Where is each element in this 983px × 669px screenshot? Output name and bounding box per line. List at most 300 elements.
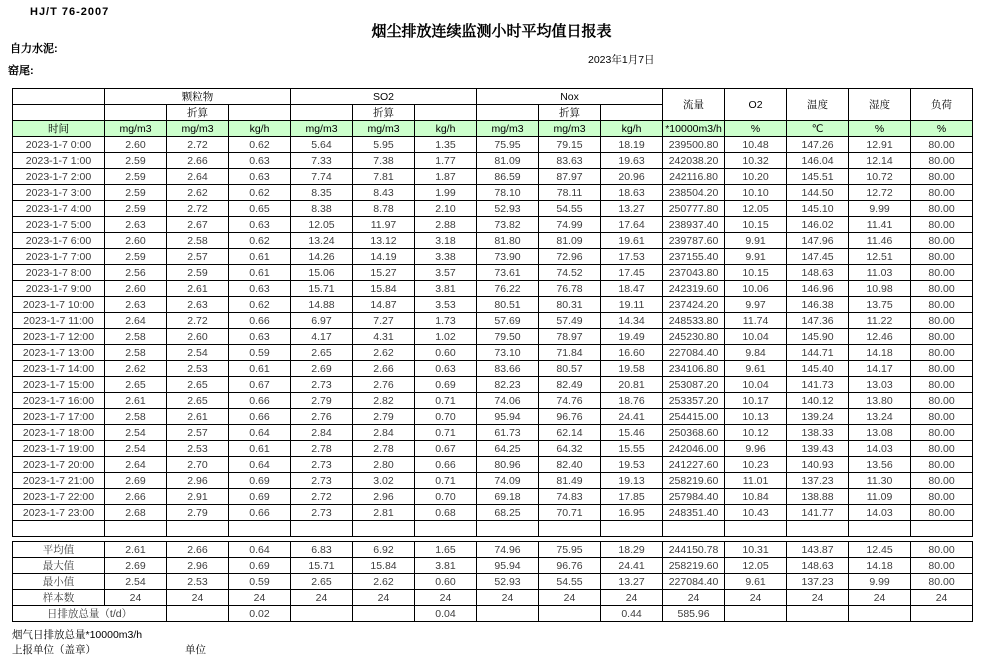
cell: 10.98: [849, 281, 911, 297]
header-unit: *10000m3/h: [663, 121, 725, 137]
cell: 10.04: [725, 329, 787, 345]
cell: 9.96: [725, 441, 787, 457]
cell: 19.61: [601, 233, 663, 249]
cell: 2.61: [105, 393, 167, 409]
header-temperature: 温度: [787, 89, 849, 121]
cell: 2.82: [353, 393, 415, 409]
cell: 2.60: [105, 233, 167, 249]
cell: [13, 521, 105, 537]
cell: 71.84: [539, 345, 601, 361]
cell: 2.73: [291, 377, 353, 393]
cell: 2.81: [353, 505, 415, 521]
cell: 0.63: [229, 169, 291, 185]
table-row: [13, 377, 973, 393]
cell: 13.24: [291, 233, 353, 249]
cell: 242116.80: [663, 169, 725, 185]
cell: 2.65: [167, 393, 229, 409]
cell: 146.38: [787, 297, 849, 313]
cell: 144.50: [787, 185, 849, 201]
cell: 3.81: [415, 558, 477, 574]
time-cell: 2023-1-7 10:00: [13, 297, 105, 313]
table-row: [13, 441, 973, 457]
time-cell: 2023-1-7 2:00: [13, 169, 105, 185]
cell: 20.81: [601, 377, 663, 393]
cell: 253087.20: [663, 377, 725, 393]
cell: 10.43: [725, 505, 787, 521]
cell: 239787.60: [663, 233, 725, 249]
cell: [911, 521, 973, 537]
cell: 0.70: [415, 489, 477, 505]
cell: 2.70: [167, 457, 229, 473]
cell: 24: [167, 590, 229, 606]
cell: 73.90: [477, 249, 539, 265]
time-cell: 2023-1-7 5:00: [13, 217, 105, 233]
report-table: [12, 88, 973, 622]
cell: [105, 521, 167, 537]
cell: 5.64: [291, 137, 353, 153]
cell: 80.00: [911, 361, 973, 377]
table-row: [13, 281, 973, 297]
cell: 17.45: [601, 265, 663, 281]
reporting-unit-label: 上报单位（盖章）: [12, 644, 96, 656]
cell: 2.78: [353, 441, 415, 457]
cell: 13.56: [849, 457, 911, 473]
cell: 80.00: [911, 489, 973, 505]
cell: 1.87: [415, 169, 477, 185]
cell: 2.80: [353, 457, 415, 473]
header-time: 时间: [13, 121, 105, 137]
cell: 10.12: [725, 425, 787, 441]
cell: 2.72: [167, 313, 229, 329]
cell: 2.63: [105, 297, 167, 313]
cell: 2.65: [291, 345, 353, 361]
cell: 148.63: [787, 265, 849, 281]
cell: 2.62: [353, 574, 415, 590]
cell: 81.09: [477, 153, 539, 169]
cell: 0.66: [415, 457, 477, 473]
row-label: 平均值: [13, 542, 105, 558]
cell: 10.20: [725, 169, 787, 185]
cell: 81.80: [477, 233, 539, 249]
cell: 18.63: [601, 185, 663, 201]
cell: 18.47: [601, 281, 663, 297]
cell: 19.13: [601, 473, 663, 489]
cell: 2.72: [167, 137, 229, 153]
daily-total-row: [13, 606, 973, 622]
cell: 57.49: [539, 313, 601, 329]
cell: 14.17: [849, 361, 911, 377]
cell: 0.66: [229, 505, 291, 521]
table-row: [13, 169, 973, 185]
cell: 0.63: [229, 217, 291, 233]
cell: 258219.60: [663, 558, 725, 574]
header-unit: kg/h: [415, 121, 477, 137]
cell: 61.73: [477, 425, 539, 441]
page-footer: [0, 622, 983, 658]
cell: 145.40: [787, 361, 849, 377]
cell: 13.27: [601, 201, 663, 217]
cell: 7.38: [353, 153, 415, 169]
cell: 14.18: [849, 558, 911, 574]
cell: 0.62: [229, 297, 291, 313]
table-row: [13, 201, 973, 217]
cell: 62.14: [539, 425, 601, 441]
cell: 6.97: [291, 313, 353, 329]
cell: [787, 606, 849, 622]
cell: 3.53: [415, 297, 477, 313]
cell: 2.59: [105, 201, 167, 217]
cell: 74.76: [539, 393, 601, 409]
cell: [353, 606, 415, 622]
cell: 2.54: [105, 441, 167, 457]
cell: [167, 521, 229, 537]
cell: [291, 521, 353, 537]
cell: 2.73: [291, 505, 353, 521]
header-flow: 流量: [663, 89, 725, 121]
cell: 2.58: [167, 233, 229, 249]
cell: [787, 521, 849, 537]
cell: 81.09: [539, 233, 601, 249]
cell: 24: [477, 590, 539, 606]
cell: 2.62: [167, 185, 229, 201]
cell: 0.71: [415, 393, 477, 409]
cell: 2.66: [167, 153, 229, 169]
table-row: [13, 297, 973, 313]
cell: 14.18: [849, 345, 911, 361]
cell: 82.40: [539, 457, 601, 473]
cell: 95.94: [477, 409, 539, 425]
cell: 15.06: [291, 265, 353, 281]
cell: 74.99: [539, 217, 601, 233]
table-row: [13, 249, 973, 265]
cell: [539, 521, 601, 537]
cell: 227084.40: [663, 345, 725, 361]
time-cell: 2023-1-7 15:00: [13, 377, 105, 393]
table-row: [13, 137, 973, 153]
cell: 9.91: [725, 233, 787, 249]
cell: 2.69: [105, 558, 167, 574]
cell: 76.22: [477, 281, 539, 297]
cell: 13.08: [849, 425, 911, 441]
cell: 80.00: [911, 153, 973, 169]
cell: 3.18: [415, 233, 477, 249]
cell: 80.00: [911, 281, 973, 297]
cell: 11.22: [849, 313, 911, 329]
time-cell: 2023-1-7 11:00: [13, 313, 105, 329]
cell: 14.88: [291, 297, 353, 313]
cell: 14.26: [291, 249, 353, 265]
header-unit: kg/h: [601, 121, 663, 137]
cell: 2.59: [105, 169, 167, 185]
header-load: 负荷: [911, 89, 973, 121]
cell: 72.96: [539, 249, 601, 265]
cell: 7.74: [291, 169, 353, 185]
cell: 2.64: [105, 313, 167, 329]
cell: 11.01: [725, 473, 787, 489]
cell: 16.95: [601, 505, 663, 521]
cell: 2.84: [353, 425, 415, 441]
cell: 80.00: [911, 137, 973, 153]
cell: 9.97: [725, 297, 787, 313]
cell: 9.99: [849, 574, 911, 590]
cell: 24: [725, 590, 787, 606]
cell: 0.71: [415, 473, 477, 489]
cell: 2.66: [105, 489, 167, 505]
cell: 9.91: [725, 249, 787, 265]
cell: [415, 521, 477, 537]
cell: 0.69: [415, 377, 477, 393]
cell: 19.49: [601, 329, 663, 345]
cell: 57.69: [477, 313, 539, 329]
cell: 14.19: [353, 249, 415, 265]
header-converted-pm: 折算: [167, 105, 229, 121]
cell: 24: [663, 590, 725, 606]
cell: 24: [291, 590, 353, 606]
header-time-blank: [13, 89, 105, 105]
cell: 52.93: [477, 201, 539, 217]
cell: 2.68: [105, 505, 167, 521]
cell: 2.60: [105, 137, 167, 153]
cell: 146.04: [787, 153, 849, 169]
time-cell: 2023-1-7 8:00: [13, 265, 105, 281]
cell: 68.25: [477, 505, 539, 521]
cell: 12.14: [849, 153, 911, 169]
time-cell: 2023-1-7 19:00: [13, 441, 105, 457]
cell: 4.17: [291, 329, 353, 345]
cell: 248533.80: [663, 313, 725, 329]
cell: 0.63: [229, 329, 291, 345]
header-blank: [229, 105, 291, 121]
cell: 2.58: [105, 345, 167, 361]
cell: 147.26: [787, 137, 849, 153]
cell: 18.19: [601, 137, 663, 153]
cell: 0.64: [229, 425, 291, 441]
cell: 24: [787, 590, 849, 606]
row-label: 最大值: [13, 558, 105, 574]
time-cell: 2023-1-7 13:00: [13, 345, 105, 361]
table-row: [13, 393, 973, 409]
cell: 140.12: [787, 393, 849, 409]
cell: 24.41: [601, 558, 663, 574]
cell: [663, 521, 725, 537]
cell: 79.50: [477, 329, 539, 345]
cell: 0.61: [229, 441, 291, 457]
cell: [849, 521, 911, 537]
cell: 17.85: [601, 489, 663, 505]
empty-row: [13, 521, 973, 537]
cell: 2.60: [167, 329, 229, 345]
time-cell: 2023-1-7 18:00: [13, 425, 105, 441]
cell: 2.64: [105, 457, 167, 473]
summary-row: [13, 542, 973, 558]
cell: 145.51: [787, 169, 849, 185]
header-blank: [477, 105, 539, 121]
table-row: [13, 345, 973, 361]
cell: 0.04: [415, 606, 477, 622]
cell: 2.76: [353, 377, 415, 393]
cell: 244150.78: [663, 542, 725, 558]
cell: 10.48: [725, 137, 787, 153]
cell: 80.00: [911, 265, 973, 281]
time-cell: 2023-1-7 23:00: [13, 505, 105, 521]
cell: 146.02: [787, 217, 849, 233]
cell: 146.96: [787, 281, 849, 297]
cell: 257984.40: [663, 489, 725, 505]
cell: 19.53: [601, 457, 663, 473]
company-label: 自力水泥:: [10, 43, 58, 55]
cell: 2.66: [353, 361, 415, 377]
cell: 0.63: [229, 281, 291, 297]
cell: 2.10: [415, 201, 477, 217]
cell: 8.38: [291, 201, 353, 217]
cell: 82.49: [539, 377, 601, 393]
time-cell: 2023-1-7 1:00: [13, 153, 105, 169]
cell: 0.69: [229, 558, 291, 574]
header-unit: ℃: [787, 121, 849, 137]
cell: 2.96: [353, 489, 415, 505]
cell: 2.96: [167, 473, 229, 489]
header-unit: mg/m3: [291, 121, 353, 137]
cell: 80.00: [911, 457, 973, 473]
cell: 78.10: [477, 185, 539, 201]
cell: 148.63: [787, 558, 849, 574]
cell: [911, 606, 973, 622]
cell: 0.67: [229, 377, 291, 393]
cell: 5.95: [353, 137, 415, 153]
cell: 0.44: [601, 606, 663, 622]
cell: 80.00: [911, 558, 973, 574]
cell: 15.71: [291, 281, 353, 297]
header-unit: mg/m3: [353, 121, 415, 137]
cell: [725, 521, 787, 537]
table-row: [13, 217, 973, 233]
cell: 8.43: [353, 185, 415, 201]
cell: 2.79: [291, 393, 353, 409]
cell: 0.66: [229, 409, 291, 425]
cell: 2.79: [167, 505, 229, 521]
time-cell: 2023-1-7 12:00: [13, 329, 105, 345]
cell: 12.91: [849, 137, 911, 153]
cell: [477, 606, 539, 622]
cell: 237043.80: [663, 265, 725, 281]
cell: 80.00: [911, 473, 973, 489]
cell: 2.69: [105, 473, 167, 489]
cell: 242319.60: [663, 281, 725, 297]
cell: 238937.40: [663, 217, 725, 233]
cell: 2.65: [105, 377, 167, 393]
cell: 24: [539, 590, 601, 606]
header-humidity: 湿度: [849, 89, 911, 121]
cell: 0.61: [229, 265, 291, 281]
cell: 2.59: [105, 185, 167, 201]
cell: 54.55: [539, 201, 601, 217]
cell: 13.27: [601, 574, 663, 590]
cell: 2.61: [167, 281, 229, 297]
cell: 137.23: [787, 574, 849, 590]
cell: 86.59: [477, 169, 539, 185]
cell: 80.00: [911, 542, 973, 558]
cell: 12.05: [725, 201, 787, 217]
cell: 1.02: [415, 329, 477, 345]
cell: 15.55: [601, 441, 663, 457]
cell: 2.96: [167, 558, 229, 574]
time-cell: 2023-1-7 3:00: [13, 185, 105, 201]
cell: 80.57: [539, 361, 601, 377]
cell: [477, 521, 539, 537]
cell: 11.09: [849, 489, 911, 505]
cell: 139.24: [787, 409, 849, 425]
time-cell: 2023-1-7 22:00: [13, 489, 105, 505]
daily-total-label: 日排放总量（t/d）: [13, 606, 167, 622]
cell: 585.96: [663, 606, 725, 622]
cell: 139.43: [787, 441, 849, 457]
report-date: 2023年1月7日: [588, 54, 655, 66]
cell: 258219.60: [663, 473, 725, 489]
cell: 80.00: [911, 249, 973, 265]
cell: 24: [229, 590, 291, 606]
cell: 0.63: [415, 361, 477, 377]
cell: 9.99: [849, 201, 911, 217]
cell: 24: [353, 590, 415, 606]
cell: 2.76: [291, 409, 353, 425]
cell: 10.17: [725, 393, 787, 409]
cell: 80.00: [911, 505, 973, 521]
cell: 3.02: [353, 473, 415, 489]
time-cell: 2023-1-7 4:00: [13, 201, 105, 217]
header-o2: O2: [725, 89, 787, 121]
cell: 147.36: [787, 313, 849, 329]
cell: 237155.40: [663, 249, 725, 265]
cell: 2.59: [167, 265, 229, 281]
cell: 250777.80: [663, 201, 725, 217]
cell: 80.00: [911, 574, 973, 590]
time-cell: 2023-1-7 0:00: [13, 137, 105, 153]
header-unit: mg/m3: [539, 121, 601, 137]
cell: 9.61: [725, 574, 787, 590]
cell: 11.30: [849, 473, 911, 489]
cell: 20.96: [601, 169, 663, 185]
cell: 75.95: [477, 137, 539, 153]
cell: 80.00: [911, 185, 973, 201]
cell: 0.59: [229, 345, 291, 361]
cell: 2.54: [105, 574, 167, 590]
cell: 15.46: [601, 425, 663, 441]
cell: 24: [601, 590, 663, 606]
table-row: [13, 313, 973, 329]
cell: 11.46: [849, 233, 911, 249]
cell: 13.24: [849, 409, 911, 425]
cell: 238504.20: [663, 185, 725, 201]
cell: 227084.40: [663, 574, 725, 590]
cell: 2.84: [291, 425, 353, 441]
cell: 76.78: [539, 281, 601, 297]
cell: 80.00: [911, 409, 973, 425]
cell: 2.61: [105, 542, 167, 558]
cell: 10.15: [725, 265, 787, 281]
cell: 96.76: [539, 558, 601, 574]
cell: 2.72: [167, 201, 229, 217]
cell: 6.83: [291, 542, 353, 558]
cell: 254415.00: [663, 409, 725, 425]
cell: 19.63: [601, 153, 663, 169]
header-unit: kg/h: [229, 121, 291, 137]
cell: 80.00: [911, 329, 973, 345]
cell: 79.15: [539, 137, 601, 153]
cell: 80.00: [911, 441, 973, 457]
cell: 10.32: [725, 153, 787, 169]
cell: 18.29: [601, 542, 663, 558]
cell: 2.62: [353, 345, 415, 361]
